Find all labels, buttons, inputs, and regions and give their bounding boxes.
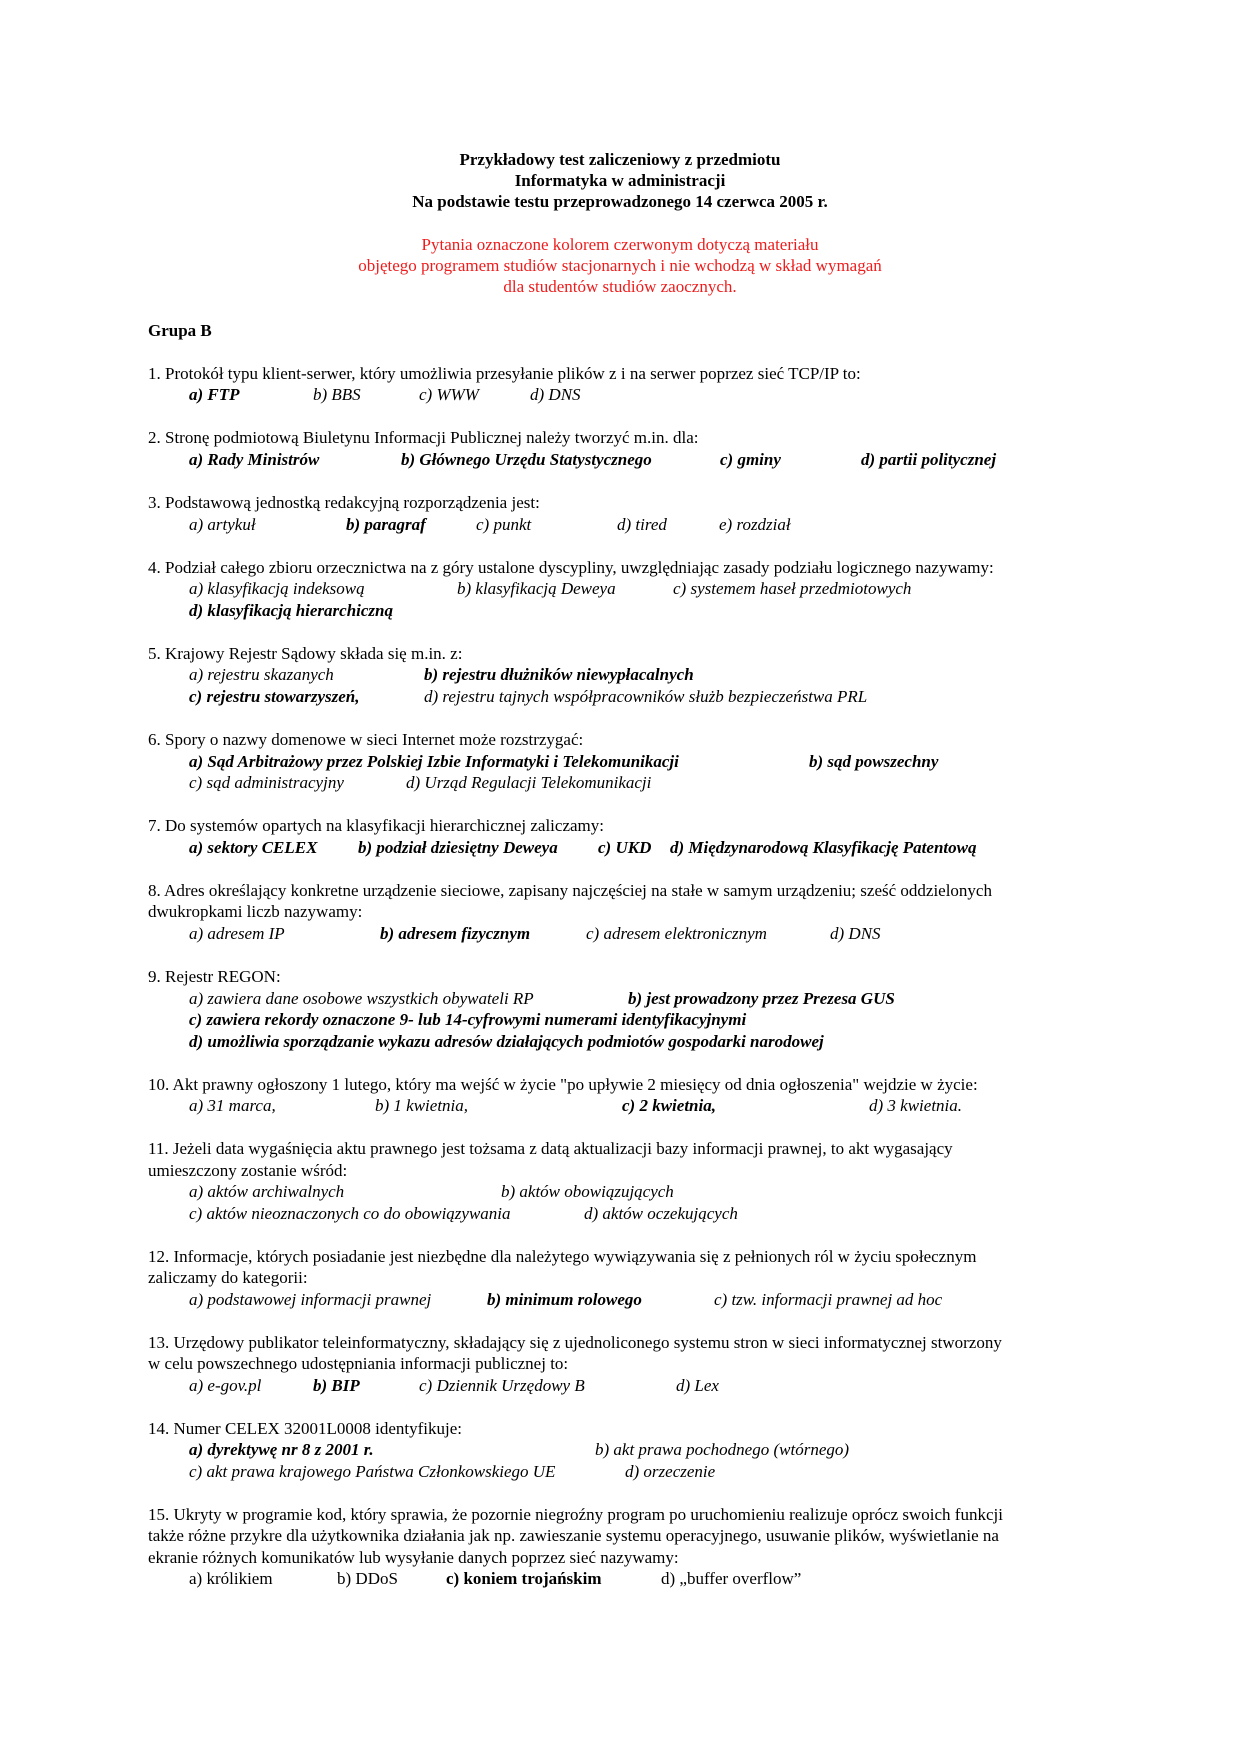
question-1-answer-a: a) FTP [189,385,240,404]
question-9-answer-c: c) zawiera rekordy oznaczone 9- lub 14-cyfrowymi numerami identyfikacyjnymi [189,1010,747,1029]
question-4-text: 4. Podział całego zbioru orzecznictwa na z góry ustalone dyscypliny, uwzględniając zasady podziału logicznego nazywamy: [148,558,994,577]
question-8-answer-b: b) adresem fizycznym [380,924,531,943]
question-15-text-line-3: ekranie różnych komunikatów lub wysyłanie danych poprzez sieć nazywamy: [148,1548,679,1567]
question-15-answer-d: d) „buffer overflow” [661,1569,802,1588]
question-5-answer-c: c) rejestru stowarzyszeń, [189,687,360,706]
question-15-answer-a: a) królikiem [189,1569,273,1588]
question-7-answer-a: a) sektory CELEX [189,838,318,857]
question-10-answer-b: b) 1 kwietnia, [375,1096,469,1115]
question-12-text-line-1: 12. Informacje, których posiadanie jest niezbędne dla należytego wywiązywania się z pełnionych ról w życiu społecznym [148,1247,977,1266]
question-11-text-line-2: umieszczony zostanie wśród: [148,1161,348,1180]
question-1-text: 1. Protokół typu klient-serwer, który umożliwia przesyłanie plików z i na serwer poprzez sieć TCP/IP to: [148,364,861,383]
question-12-answer-c: c) tzw. informacji prawnej ad hoc [714,1290,943,1309]
question-10-answer-a: a) 31 marca, [189,1096,276,1115]
group-label: Grupa B [148,321,212,340]
question-15-text-line-2: także różne przykre dla użytkownika działania jak np. zawieszanie systemu operacyjnego, usuwanie plików, wyświetlanie na [148,1526,999,1545]
question-15-answer-c: c) koniem trojańskim [446,1569,602,1588]
question-8-answer-c: c) adresem elektronicznym [586,924,767,943]
question-1-answer-b: b) BBS [313,385,361,404]
question-6-answer-a: a) Sąd Arbitrażowy przez Polskiej Izbie Informatyki i Telekomunikacji [189,752,679,771]
question-13-answer-d: d) Lex [676,1376,719,1395]
question-5-text: 5. Krajowy Rejestr Sądowy składa się m.in. z: [148,644,463,663]
question-2-answer-c: c) gminy [720,450,781,469]
question-4-answer-d: d) klasyfikacją hierarchiczną [189,601,393,620]
question-7-answer-d: d) Międzynarodową Klasyfikację Patentową [670,838,977,857]
question-6-answer-b: b) sąd powszechny [809,752,939,771]
question-5-answer-a: a) rejestru skazanych [189,665,334,684]
question-11-answer-a: a) aktów archiwalnych [189,1182,345,1201]
question-8-answer-a: a) adresem IP [189,924,285,943]
question-3-answer-c: c) punkt [476,515,532,534]
question-9-answer-a: a) zawiera dane osobowe wszystkich obywateli RP [189,989,534,1008]
question-14-answer-b: b) akt prawa pochodnego (wtórnego) [595,1440,850,1459]
question-1-answer-d: d) DNS [530,385,581,404]
question-9-text: 9. Rejestr REGON: [148,967,281,986]
question-14-answer-c: c) akt prawa krajowego Państwa Członkowskiego UE [189,1462,556,1481]
question-10-answer-c: c) 2 kwietnia, [622,1096,716,1115]
question-14-text: 14. Numer CELEX 32001L0008 identyfikuje: [148,1419,462,1438]
question-2-answer-a: a) Rady Ministrów [189,450,320,469]
question-3-answer-a: a) artykuł [189,515,256,534]
question-11-answer-b: b) aktów obowiązujących [501,1182,674,1201]
question-13-text-line-1: 13. Urzędowy publikator teleinformatyczny, składający się z ujednoliconego systemu stron w sieci informatycznej stworzony [148,1333,1002,1352]
question-11-answer-c: c) aktów nieoznaczonych co do obowiązywania [189,1204,511,1223]
question-13-answer-b: b) BIP [313,1376,360,1395]
question-6-answer-d: d) Urząd Regulacji Telekomunikacji [406,773,652,792]
question-4-answer-b: b) klasyfikacją Deweya [457,579,616,598]
question-5-answer-d: d) rejestru tajnych współpracowników służb bezpieczeństwa PRL [424,687,868,706]
question-4-answer-c: c) systemem haseł przedmiotowych [673,579,912,598]
question-12-answer-b: b) minimum rolowego [487,1290,642,1309]
question-8-text-line-1: 8. Adres określający konkretne urządzenie sieciowe, zapisany najczęściej na stałe w samym urządzeniu; sześć oddzielonych [148,881,992,900]
question-9-answer-d: d) umożliwia sporządzanie wykazu adresów działających podmiotów gospodarki narodowej [189,1032,824,1051]
question-5-answer-b: b) rejestru dłużników niewypłacalnych [424,665,694,684]
doc-title-line-3: Na podstawie testu przeprowadzonego 14 czerwca 2005 r. [412,192,828,211]
question-3-answer-d: d) tired [617,515,667,534]
note-line-3: dla studentów studiów zaocznych. [503,277,737,296]
question-7-answer-b: b) podział dziesiętny Deweya [358,838,558,857]
question-13-text-line-2: w celu powszechnego udostępniania informacji publicznej to: [148,1354,569,1373]
question-15-text-line-1: 15. Ukryty w programie kod, który sprawia, że pozornie niegroźny program po uruchomieniu realizuje oprócz swoich funkcji [148,1505,1003,1524]
question-10-text: 10. Akt prawny ogłoszony 1 lutego, który ma wejść w życie "po upływie 2 miesięcy od dnia ogłoszenia" wejdzie w życie: [148,1075,978,1094]
question-13-answer-c: c) Dziennik Urzędowy B [419,1376,585,1395]
question-9-answer-b: b) jest prowadzony przez Prezesa GUS [628,989,895,1008]
question-3-text: 3. Podstawową jednostką redakcyjną rozporządzenia jest: [148,493,540,512]
question-7-answer-c: c) UKD [598,838,652,857]
question-11-answer-d: d) aktów oczekujących [584,1204,738,1223]
question-8-text-line-2: dwukropkami liczb nazywamy: [148,902,363,921]
question-2-text: 2. Stronę podmiotową Biuletynu Informacji Publicznej należy tworzyć m.in. dla: [148,428,699,447]
question-1-answer-c: c) WWW [419,385,479,404]
question-2-answer-d: d) partii politycznej [861,450,997,469]
question-7-text: 7. Do systemów opartych na klasyfikacji hierarchicznej zaliczamy: [148,816,604,835]
doc-title-line-2: Informatyka w administracji [514,171,726,190]
question-6-text: 6. Spory o nazwy domenowe w sieci Internet może rozstrzygać: [148,730,584,749]
question-3-answer-e: e) rozdział [719,515,791,534]
question-10-answer-d: d) 3 kwietnia. [869,1096,963,1115]
question-12-text-line-2: zaliczamy do kategorii: [148,1268,308,1287]
note-line-2: objętego programem studiów stacjonarnych i nie wchodzą w skład wymagań [358,256,882,275]
question-15-answer-b: b) DDoS [337,1569,398,1588]
question-12-answer-a: a) podstawowej informacji prawnej [189,1290,432,1309]
question-2-answer-b: b) Głównego Urzędu Statystycznego [401,450,652,469]
question-14-answer-a: a) dyrektywę nr 8 z 2001 r. [189,1440,374,1459]
doc-title-line-1: Przykładowy test zaliczeniowy z przedmiotu [459,150,781,169]
note-line-1: Pytania oznaczone kolorem czerwonym dotyczą materiału [421,235,819,254]
question-3-answer-b: b) paragraf [346,515,426,534]
question-8-answer-d: d) DNS [830,924,881,943]
question-13-answer-a: a) e-gov.pl [189,1376,262,1395]
question-14-answer-d: d) orzeczenie [625,1462,716,1481]
question-11-text-line-1: 11. Jeżeli data wygaśnięcia aktu prawnego jest tożsama z datą aktualizacji bazy informacji prawnej, to akt wygasający [148,1139,953,1158]
question-6-answer-c: c) sąd administracyjny [189,773,344,792]
question-4-answer-a: a) klasyfikacją indeksową [189,579,365,598]
